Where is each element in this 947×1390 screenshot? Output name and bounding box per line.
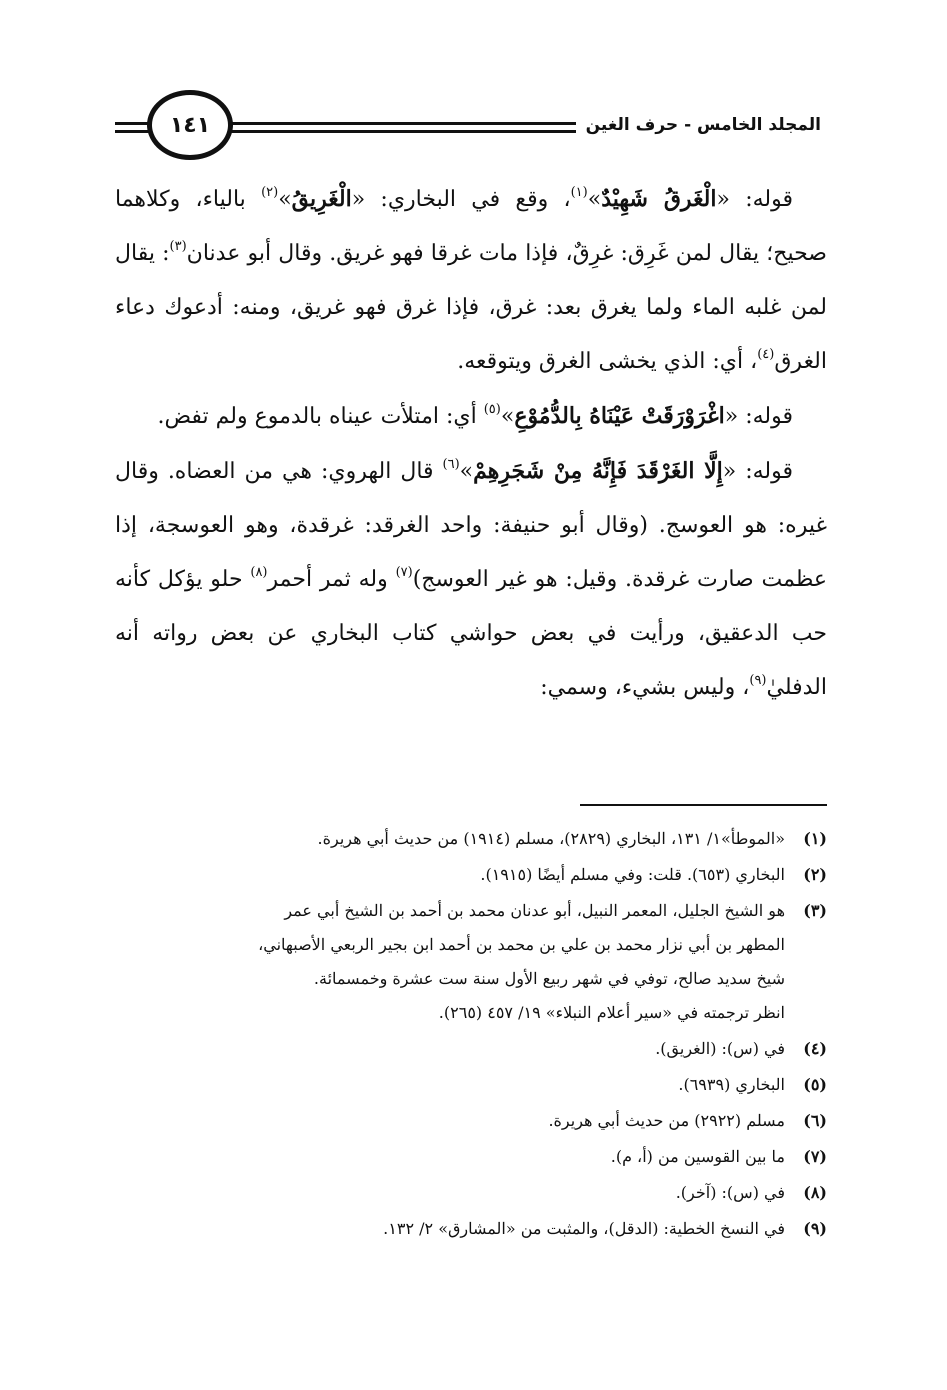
footnote-line: هو الشيخ الجليل، المعمر النبيل، أبو عدنان محمد بن أحمد بن الشيخ أبي عمر (284, 901, 785, 920)
footnote (115, 822, 827, 856)
text-run: » (500, 404, 515, 429)
paragraph (115, 389, 827, 444)
footnote-line: «الموطأ»١/ ١٣١، البخاري (٢٨٢٩)، مسلم (١٩١٤) من حديث أبي هريرة. (317, 829, 785, 848)
footnote-separator (580, 804, 827, 806)
page-number-oval (147, 90, 233, 160)
footnote-marker: (٥) (483, 402, 501, 417)
paragraph (115, 444, 827, 715)
footnote (115, 858, 827, 892)
footnote-line: البخاري (٦٩٣٩). (678, 1075, 785, 1094)
text-run: بالياء، وكلاهما صحيح؛ يقال لمن غَرِق: غرِقٌ، فإذا مات غرقا فهو غريق. وقال أبو عدنان (115, 187, 827, 266)
text-run: قوله: « (724, 404, 793, 429)
footnote-line: انظر ترجمته في «سير أعلام النبلاء» ١٩/ ٤٥٧ (٢٦٥). (438, 1003, 785, 1022)
footnote (115, 1140, 827, 1174)
footnote-number: (٣) (803, 901, 827, 920)
footnote (115, 1068, 827, 1102)
footnote-marker: (٣) (169, 239, 187, 254)
text-run: حلو يؤكل كأنه حب الدعقيق، ورأيت في بعض حواشي كتاب البخاري عن بعض رواته أنه الدفليٰ (115, 567, 827, 700)
footnote-text (115, 894, 785, 1030)
footnote-line: في (س): (الغريق). (655, 1039, 785, 1058)
footnote-number: (٨) (803, 1183, 827, 1202)
footnote (115, 1104, 827, 1138)
footnote-text (115, 822, 785, 856)
footnote (115, 1212, 827, 1246)
text-run: أي: امتلأت عيناه بالدموع ولم تفض. (157, 404, 484, 429)
running-title: المجلد الخامس - حرف الغين (576, 110, 827, 140)
footnote-marker: (٢) (261, 185, 279, 200)
main-text (115, 172, 827, 715)
text-run: ، وليس بشيء، وسمي: (540, 675, 750, 700)
footnote (115, 1176, 827, 1210)
paragraph (115, 172, 827, 389)
page-header (115, 90, 827, 170)
footnote-text (115, 858, 785, 892)
footnote-text (115, 1176, 785, 1210)
text-run: » (278, 187, 292, 212)
footnote-marker: (٤) (757, 347, 775, 362)
page-number: ١٤١ (169, 112, 211, 138)
text-run: ، وقع في البخاري: « (351, 187, 571, 212)
footnote-text (115, 1212, 785, 1246)
text-run: قوله: « (716, 187, 793, 212)
text-run: قال الهروي: هي من العضاه. وقال غيره: هو العوسج. (وقال أبو حنيفة: واحد الغرقد: غرقدة، وهو العوسجة، إذا عظمت صارت غرقدة. وقيل: هو غير العوسج) (115, 459, 828, 592)
footnote (115, 1032, 827, 1066)
footnote-marker: (٦) (442, 457, 460, 472)
footnote-number: (٦) (803, 1111, 827, 1130)
footnote-number: (١) (803, 829, 827, 848)
footnote-line: في (س): (آخر). (675, 1183, 785, 1202)
footnote-marker: (٧) (395, 565, 413, 580)
footnote-number: (٥) (803, 1075, 827, 1094)
text-run: وله ثمر أحمر (267, 567, 396, 592)
footnote-number: (٤) (803, 1039, 827, 1058)
footnote-line: في النسخ الخطية: (الدقل)، والمثبت من «المشارق» ٢/ ١٣٢. (383, 1219, 785, 1238)
footnote-marker: (٩) (749, 673, 767, 688)
footnote-text (115, 1032, 785, 1066)
footnote-number: (٧) (803, 1147, 827, 1166)
footnote-marker: (٨) (250, 565, 268, 580)
footnotes (115, 822, 827, 1248)
footnote-line: البخاري (٦٥٣). قلت: وفي مسلم أيضًا (١٩١٥). (480, 865, 785, 884)
footnote-line: المطهر بن أبي نزار محمد بن علي بن محمد بن أحمد ابن بجير الربعي الأصبهاني، (258, 935, 785, 954)
text-run: » (587, 187, 602, 212)
text-run: قوله: « (722, 459, 793, 484)
footnote-text (115, 1068, 785, 1102)
footnote-text (115, 1104, 785, 1138)
hadith-quote: إِلَّا الغَرْقَدَ فَإِنَّهُ مِنْ شَجَرِهِمْ (473, 458, 723, 484)
footnote-line: مسلم (٢٩٢٢) من حديث أبي هريرة. (548, 1111, 785, 1130)
footnote-marker: (١) (570, 185, 588, 200)
footnote (115, 894, 827, 1030)
text-run: » (459, 459, 474, 484)
hadith-quote: اغْرَوْرَقَتْ عَيْنَاهُ بِالدُّمُوْعِ (514, 403, 725, 429)
hadith-quote: الْغَرِيقُ (291, 186, 352, 212)
footnote-number: (٩) (803, 1219, 827, 1238)
text-run: : يقال لمن غلبه الماء ولما يغرق بعد: غرق، فإذا غرق فهو غريق، ومنه: أدعوك دعاء الغرق (115, 241, 827, 374)
footnote-line: ما بين القوسين من (أ، م). (610, 1147, 785, 1166)
footnote-number: (٢) (803, 865, 827, 884)
footnote-text (115, 1140, 785, 1174)
text-run: ، أي: الذي يخشى الغرق ويتوقعه. (457, 349, 758, 374)
footnote-line: شيخ سديد صالح، توفي في شهر ربيع الأول سنة ست عشرة وخمسمائة. (313, 969, 785, 988)
hadith-quote: الْغَرقُ شَهِيْدٌ (601, 186, 717, 212)
